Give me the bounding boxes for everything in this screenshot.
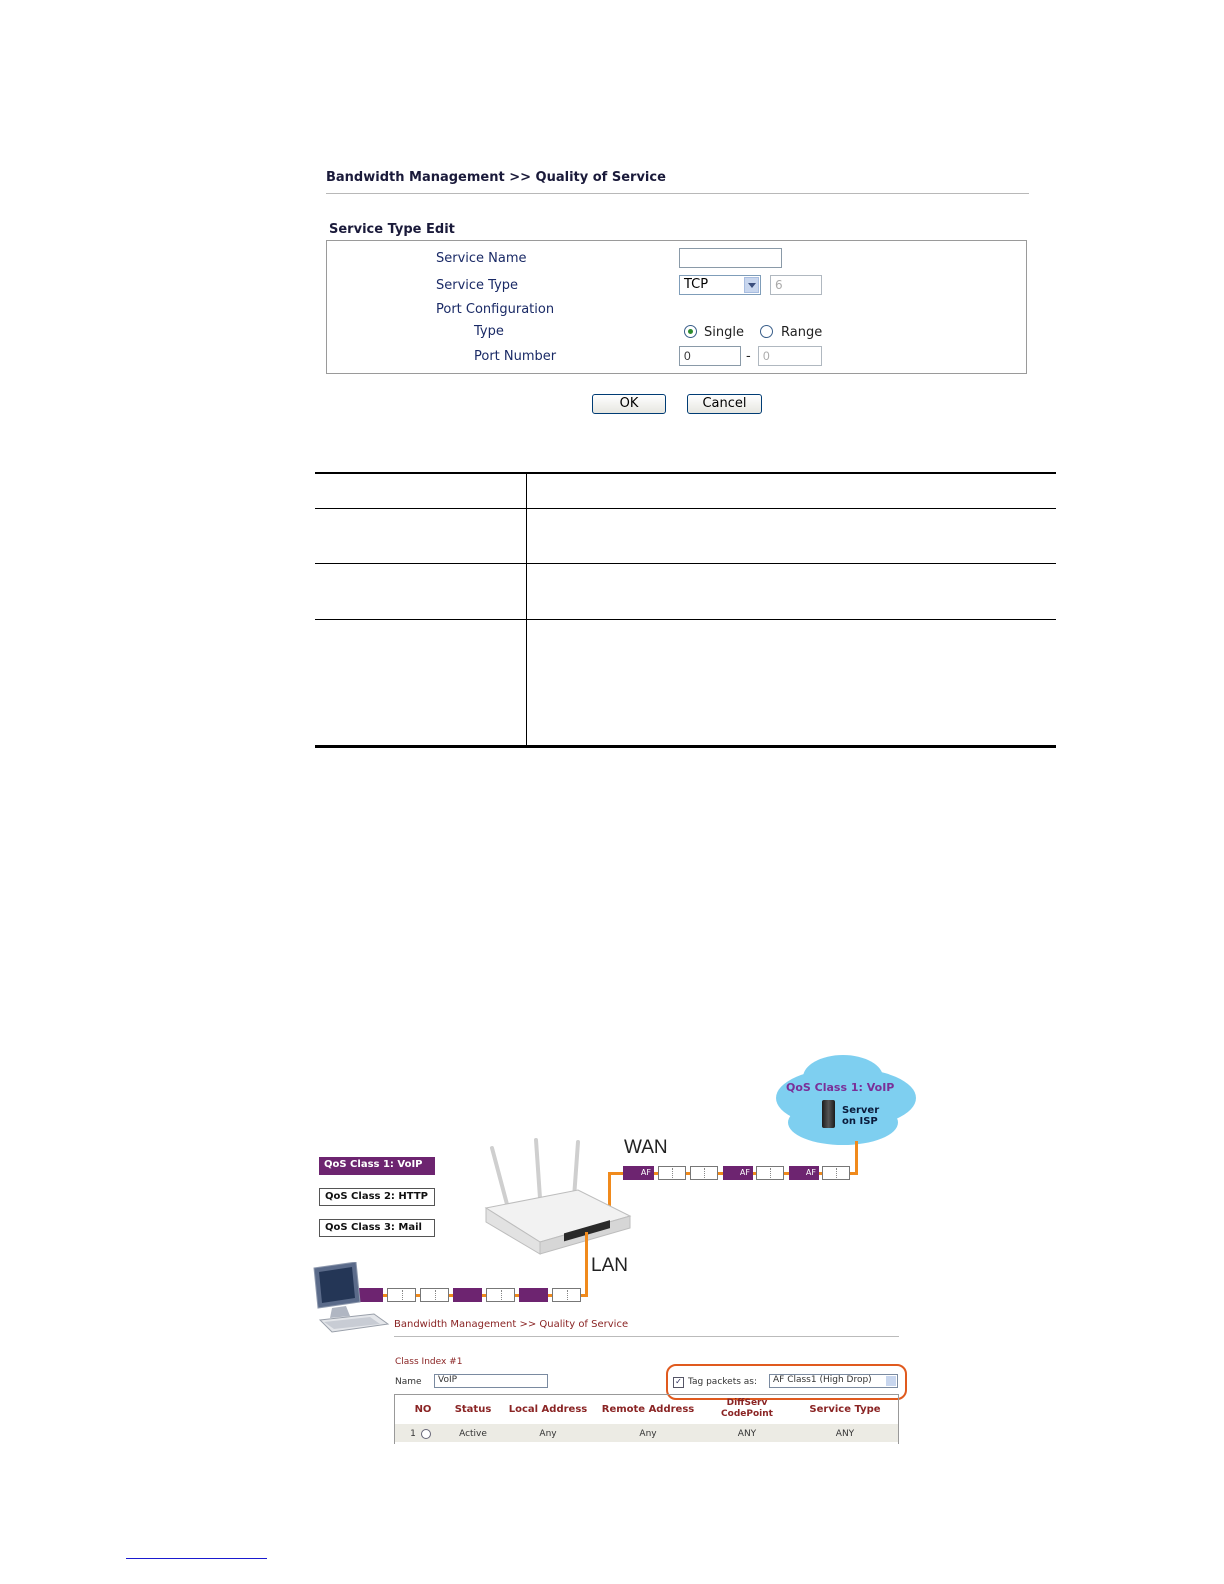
protocol-number-field: 6 bbox=[770, 275, 822, 295]
type-label: Type bbox=[474, 324, 504, 339]
router-icon bbox=[478, 1138, 638, 1258]
legend-qos-class-2: QoS Class 2: HTTP bbox=[319, 1188, 435, 1206]
lan-link-riser bbox=[585, 1232, 588, 1296]
legend-qos-class-3: QoS Class 3: Mail bbox=[319, 1219, 435, 1237]
wan-label: WAN bbox=[624, 1137, 668, 1158]
service-type-edit-panel bbox=[326, 240, 1027, 374]
table-row-rule bbox=[315, 563, 1056, 564]
cancel-button[interactable]: Cancel bbox=[687, 394, 762, 414]
mini-tag-label: Tag packets as: bbox=[688, 1377, 758, 1387]
service-type-select[interactable] bbox=[679, 275, 761, 295]
mini-cell-status: Active bbox=[459, 1429, 487, 1439]
mini-cell-no: 1 bbox=[410, 1429, 416, 1439]
computer-icon bbox=[312, 1262, 392, 1334]
port-number-label: Port Number bbox=[474, 349, 557, 364]
empty-packet bbox=[658, 1166, 686, 1180]
wan-link-riser bbox=[855, 1141, 858, 1174]
lan-label: LAN bbox=[591, 1255, 628, 1276]
mini-col-diffserv: DiffServ CodePoint bbox=[721, 1398, 773, 1419]
port-end-input[interactable] bbox=[758, 346, 822, 366]
mini-col-local-address: Local Address bbox=[508, 1404, 588, 1415]
chevron-down-icon[interactable] bbox=[744, 277, 759, 293]
mini-name-input[interactable]: VoIP bbox=[434, 1374, 548, 1388]
type-single-radio[interactable] bbox=[684, 325, 697, 338]
service-type-selected: TCP bbox=[684, 277, 709, 292]
section-title: Service Type Edit bbox=[329, 222, 455, 237]
table-row-rule bbox=[315, 508, 1056, 509]
breadcrumb: Bandwidth Management >> Quality of Service bbox=[326, 170, 666, 185]
af-packet: AF bbox=[623, 1166, 654, 1180]
port-start-input[interactable] bbox=[679, 346, 741, 366]
legend-qos-class-1: QoS Class 1: VoIP bbox=[319, 1157, 435, 1175]
cloud-title: QoS Class 1: VoIP bbox=[786, 1081, 895, 1094]
mini-tag-value: AF Class1 (High Drop) bbox=[773, 1375, 872, 1385]
empty-packet bbox=[822, 1166, 850, 1180]
table-row-rule bbox=[315, 619, 1056, 620]
type-range-label: Range bbox=[781, 325, 823, 340]
mini-breadcrumb: Bandwidth Management >> Quality of Service bbox=[394, 1319, 629, 1330]
server-label: Server bbox=[842, 1105, 880, 1116]
af-packet: AF bbox=[789, 1166, 819, 1180]
af-packet bbox=[519, 1288, 548, 1302]
table-column-divider bbox=[526, 473, 527, 745]
port-range-dash: - bbox=[746, 349, 751, 364]
table-bottom-rule bbox=[315, 745, 1056, 748]
mini-col-status: Status bbox=[454, 1404, 492, 1415]
mini-name-label: Name bbox=[395, 1377, 422, 1387]
ok-button[interactable]: OK bbox=[592, 394, 666, 414]
service-name-input[interactable] bbox=[679, 248, 782, 268]
mini-col-service-type: Service Type bbox=[809, 1404, 881, 1415]
breadcrumb-divider bbox=[326, 193, 1029, 194]
mini-cell-remote: Any bbox=[639, 1429, 657, 1439]
service-name-label: Service Name bbox=[436, 251, 527, 266]
footnote-rule bbox=[126, 1558, 267, 1559]
af-packet bbox=[453, 1288, 482, 1302]
server-label: on ISP bbox=[842, 1116, 878, 1127]
port-configuration-label: Port Configuration bbox=[436, 302, 555, 317]
type-single-label: Single bbox=[704, 325, 744, 340]
mini-divider bbox=[394, 1336, 899, 1337]
mini-tag-select[interactable] bbox=[769, 1374, 898, 1388]
empty-packet bbox=[690, 1166, 718, 1180]
mini-col-no: NO bbox=[414, 1404, 432, 1415]
mini-class-index: Class Index #1 bbox=[395, 1357, 463, 1367]
type-range-radio[interactable] bbox=[760, 325, 773, 338]
checkmark-icon[interactable]: ✓ bbox=[673, 1377, 684, 1388]
mini-cell-service-type: ANY bbox=[835, 1429, 855, 1439]
wan-packet-stream bbox=[623, 1166, 853, 1180]
af-packet: AF bbox=[723, 1166, 753, 1180]
chevron-down-icon[interactable] bbox=[886, 1376, 896, 1386]
service-type-label: Service Type bbox=[436, 278, 519, 293]
server-icon bbox=[822, 1100, 835, 1128]
table-top-rule bbox=[315, 472, 1056, 474]
empty-packet bbox=[552, 1288, 581, 1302]
mini-cell-local: Any bbox=[539, 1429, 557, 1439]
mini-row-radio[interactable] bbox=[421, 1429, 431, 1439]
empty-packet bbox=[420, 1288, 449, 1302]
mini-col-remote-address: Remote Address bbox=[601, 1404, 695, 1415]
empty-packet bbox=[756, 1166, 784, 1180]
empty-packet bbox=[486, 1288, 515, 1302]
mini-cell-diffserv: ANY bbox=[737, 1429, 757, 1439]
